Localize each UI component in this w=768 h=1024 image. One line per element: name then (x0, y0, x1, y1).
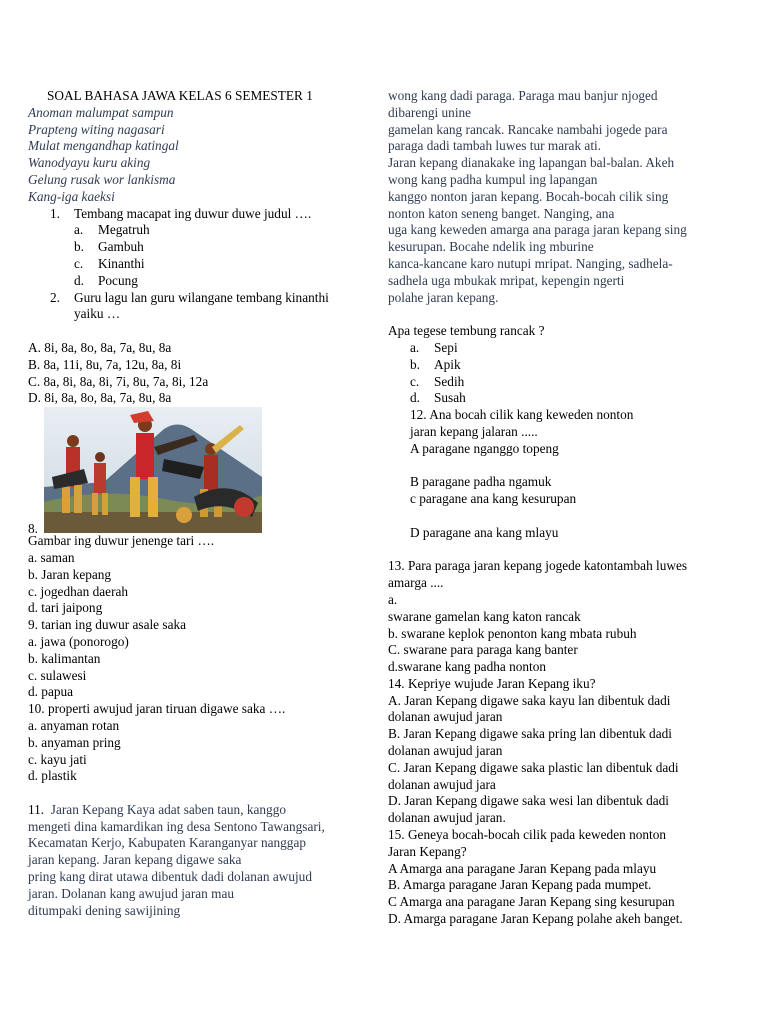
question-number: 8. (28, 521, 38, 537)
passage-line: wong kang dadi paraga. Paraga mau banjur njoged (388, 88, 658, 103)
question-2 (50, 290, 378, 307)
poem-line: Mulat mengandhap katingal (28, 138, 179, 154)
answer-option: D paragane ana kang mlayu (410, 524, 559, 540)
passage-line: kesurupan. Bocahe ndelik ing mburine (388, 239, 594, 255)
text-line: a. saman (28, 549, 75, 565)
passage-line: nonton katon seneng banget. Nanging, ana (388, 205, 615, 221)
option-letter: a. (410, 339, 420, 355)
question-number: 11. (28, 801, 45, 817)
question-text: Guru lagu lan guru wilangane tembang kinanthi (74, 289, 329, 305)
option-text: Megatruh (98, 222, 150, 238)
option-text: Apik (434, 356, 461, 372)
option-letter: d. (410, 390, 420, 406)
text-line: B. Jaran Kepang digawe saka pring lan dibentuk dadi (388, 726, 672, 742)
text-line: A. Jaran Kepang digawe saka kayu lan dibentuk dadi (388, 692, 671, 708)
option-text: Kinanthi (98, 255, 145, 271)
question-11 (28, 802, 378, 819)
text-line: 10. properti awujud jaran tiruan digawe saka …. (28, 701, 286, 717)
answer-option: A. 8i, 8a, 8o, 8a, 7a, 8u, 8a (28, 339, 172, 355)
passage-line: paraga dadi tambah luwes tur marak ati. (388, 138, 602, 154)
passage-line: polahe jaran kepang. (388, 289, 499, 305)
text-line: c. sulawesi (28, 667, 87, 683)
option-item (388, 357, 748, 374)
text-line: C. Jaran Kepang digawe saka plastic lan dibentuk dadi (388, 759, 679, 775)
answer-option: C. 8a, 8i, 8a, 8i, 7i, 8u, 7a, 8i, 12a (28, 373, 209, 389)
question-text: Tembang macapat ing duwur duwe judul …. (74, 205, 312, 221)
text-line: b. kalimantan (28, 650, 101, 666)
passage-line: ditumpaki dening sawijining (28, 902, 181, 918)
question-number: 2. (50, 289, 60, 305)
poem-line: Anoman malumpat sampun (28, 104, 174, 120)
text-line: d. papua (28, 684, 74, 700)
question-1 (50, 206, 378, 223)
passage-line: gamelan kang rancak. Rancake nambahi jogede para (388, 121, 668, 137)
option-text: Susah (434, 390, 466, 406)
text-line: a. (388, 591, 398, 607)
text-line: a. anyaman rotan (28, 717, 120, 733)
option-item (28, 256, 378, 273)
jaran-kepang-dance-photo (44, 407, 262, 533)
passage-line: Jaran Kepang Kaya adat saben taun, kanggo (50, 801, 286, 817)
option-item (388, 340, 748, 357)
poem-line: Gelung rusak wor lankisma (28, 171, 176, 187)
question-text: Apa tegese tembung rancak ? (388, 323, 545, 339)
passage-line: uga kang keweden amarga ana paraga jaran kepang sing (388, 222, 687, 238)
left-column (28, 88, 378, 919)
text-line: 9. tarian ing duwur asale saka (28, 617, 187, 633)
passage-line: pring kang dirat utawa dibentuk dadi dolanan awujud (28, 869, 312, 885)
right-column (388, 88, 748, 928)
passage-line: wong kang padha kumpul ing lapangan (388, 171, 598, 187)
text-line: dolanan awujud jaran (388, 709, 503, 725)
option-text: Sedih (434, 373, 465, 389)
passage-line: jaran. Dolanan kang awujud jaran mau (28, 885, 235, 901)
text-line: b. swarane keplok penonton kang mbata rubuh (388, 625, 637, 641)
option-letter: c. (410, 373, 420, 389)
text-line: C. swarane para paraga kang banter (388, 642, 578, 658)
text-line: swarane gamelan kang katon rancak (388, 608, 581, 624)
answer-option: A paragane nganggo topeng (410, 440, 559, 456)
passage-line: jaran kepang. Jaran kepang digawe saka (28, 852, 242, 868)
poem-line: Kang-iga kaeksi (28, 188, 115, 204)
passage-line: Jaran kepang dianakake ing lapangan bal-balan. Akeh (388, 155, 675, 171)
option-text: Sepi (434, 339, 458, 355)
option-letter: d. (74, 272, 84, 288)
option-item (388, 390, 748, 407)
text-line: amarga .... (388, 575, 444, 591)
text-line: c. kayu jati (28, 751, 87, 767)
text-line: d. plastik (28, 768, 77, 784)
answer-option: c paragane ana kang kesurupan (410, 491, 577, 507)
text-line: dolanan awujud jaran. (388, 810, 506, 826)
option-item (28, 273, 378, 290)
text-line: 13. Para paraga jaran kepang jogede katontambah luwes (388, 558, 688, 574)
text-line: Jaran Kepang? (388, 843, 467, 859)
passage-line: Kecamatan Kerjo, Kabupaten Karanganyar nanggap (28, 835, 306, 851)
poem-line: Wanodyayu kuru aking (28, 155, 151, 171)
question-text: yaiku … (74, 306, 121, 322)
question-12: 12. Ana bocah cilik kang keweden nonton (410, 407, 634, 423)
option-text: Pocung (98, 272, 138, 288)
passage-line: sadhela uga mbukak mripat, kepengin ngerti (388, 272, 625, 288)
option-item (28, 239, 378, 256)
option-item (388, 374, 748, 391)
option-letter: b. (74, 239, 84, 255)
answer-option: B paragane padha ngamuk (410, 474, 552, 490)
passage-line: dibarengi unine (388, 104, 472, 120)
option-letter: c. (74, 255, 84, 271)
text-line: b. Jaran kepang (28, 566, 112, 582)
passage-line: kanca-kancane karo nutupi mripat. Nanging, sadhela- (388, 255, 673, 271)
text-line: B. Amarga paragane Jaran Kepang pada mumpet. (388, 877, 652, 893)
text-line: a. jawa (ponorogo) (28, 633, 129, 649)
question-text: jaran kepang jalaran ..... (410, 423, 538, 439)
passage-line: kanggo nonton jaran kepang. Bocah-bocah cilik sing (388, 188, 669, 204)
text-line: b. anyaman pring (28, 734, 121, 750)
question-number: 1. (50, 205, 60, 221)
text-line: dolanan awujud jara (388, 776, 496, 792)
text-line: dolanan awujud jaran (388, 743, 503, 759)
answer-option: D. 8i, 8a, 8o, 8a, 7a, 8u, 8a (28, 390, 172, 406)
text-line: C Amarga ana paragane Jaran Kepang sing kesurupan (388, 894, 675, 910)
text-line: 14. Kepriye wujude Jaran Kepang iku? (388, 675, 596, 691)
text-line: d.swarane kang padha nonton (388, 659, 547, 675)
poem-line: Prapteng witing nagasari (28, 121, 165, 137)
text-line: Gambar ing duwur jenenge tari …. (28, 533, 215, 549)
page-title: SOAL BAHASA JAWA KELAS 6 SEMESTER 1 (47, 88, 313, 103)
option-letter: b. (410, 356, 420, 372)
text-line: A Amarga ana paragane Jaran Kepang pada mlayu (388, 860, 657, 876)
passage-line: mengeti dina kamardikan ing desa Sentono Tawangsari, (28, 818, 325, 834)
option-text: Gambuh (98, 239, 144, 255)
option-item (28, 222, 378, 239)
text-line: d. tari jaipong (28, 600, 103, 616)
answer-option: B. 8a, 11i, 8u, 7a, 12u, 8a, 8i (28, 356, 182, 372)
text-line: D. Jaran Kepang digawe saka wesi lan dibentuk dadi (388, 793, 669, 809)
option-letter: a. (74, 222, 84, 238)
text-line: D. Amarga paragane Jaran Kepang polahe akeh banget. (388, 911, 683, 927)
text-line: 15. Geneya bocah-bocah cilik pada keweden nonton (388, 827, 667, 843)
text-line: c. jogedhan daerah (28, 583, 129, 599)
